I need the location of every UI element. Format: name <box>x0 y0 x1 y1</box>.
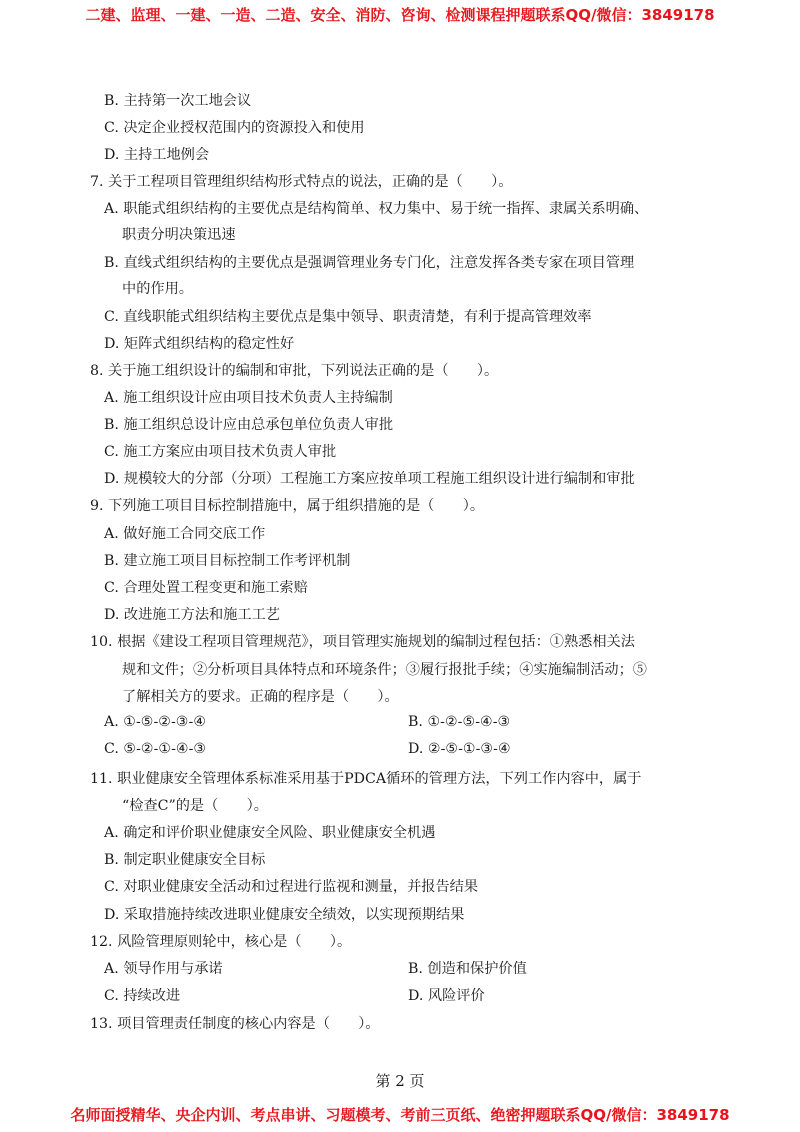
q12-option-a: A. 领导作用与承诺 <box>104 961 223 977</box>
q11-option-c: C. 对职业健康安全活动和过程进行监视和测量，并报告结果 <box>104 879 479 895</box>
q11-stem: 11. 职业健康安全管理体系标准采用基于PDCA循环的管理方法，下列工作内容中，属于 <box>90 771 642 787</box>
page-number: 第 2 页 <box>375 1072 425 1090</box>
q9-option-d: D. 改进施工方法和施工工艺 <box>104 607 280 623</box>
q6-option-b: B. 主持第一次工地会议 <box>104 93 252 109</box>
q12-option-c: C. 持续改进 <box>104 988 181 1004</box>
q8-option-d: D. 规模较大的分部（分项）工程施工方案应按单项工程施工组织设计进行编制和审批 <box>104 471 635 487</box>
q12-stem: 12. 风险管理原则轮中，核心是（ ）。 <box>90 934 352 950</box>
q13-stem: 13. 项目管理责任制度的核心内容是（ ）。 <box>90 1016 380 1032</box>
q11-stem-cont: “检查C”的是（ ）。 <box>122 798 268 814</box>
q7-option-a-cont: 职责分明决策迅速 <box>122 227 236 243</box>
q6-option-d: D. 主持工地例会 <box>104 147 210 163</box>
q11-option-a: A. 确定和评价职业健康安全风险、职业健康安全机遇 <box>104 825 436 841</box>
q9-option-b: B. 建立施工项目目标控制工作考评机制 <box>104 553 351 569</box>
q10-stem: 10. 根据《建设工程项目管理规范》，项目管理实施规划的编制过程包括：①熟悉相关法 <box>90 634 635 650</box>
q9-stem: 9. 下列施工项目目标控制措施中，属于组织措施的是（ ）。 <box>90 498 485 514</box>
q7-option-b-cont: 中的作用。 <box>122 281 193 297</box>
q11-option-b: B. 制定职业健康安全目标 <box>104 852 266 868</box>
q8-option-a: A. 施工组织设计应由项目技术负责人主持编制 <box>104 390 393 406</box>
q8-option-c: C. 施工方案应由项目技术负责人审批 <box>104 444 337 460</box>
q10-option-d: D. ②-⑤-①-③-④ <box>408 741 511 757</box>
q10-option-a: A. ①-⑤-②-③-④ <box>104 714 207 730</box>
bottom-promo-banner: 名师面授精华、央企内训、考点串讲、习题模考、考前三页纸、绝密押题联系QQ/微信：3849178 <box>70 1106 730 1124</box>
q8-stem: 8. 关于施工组织设计的编制和审批，下列说法正确的是（ ）。 <box>90 363 499 379</box>
q7-option-b: B. 直线式组织结构的主要优点是强调管理业务专门化，注意发挥各类专家在项目管理 <box>104 255 635 271</box>
q9-option-a: A. 做好施工合同交底工作 <box>104 526 266 542</box>
q10-option-c: C. ⑤-②-①-④-③ <box>104 741 207 757</box>
q7-option-c: C. 直线职能式组织结构主要优点是集中领导、职责清楚，有利于提高管理效率 <box>104 309 592 325</box>
q10-stem-cont-1: 规和文件；②分析项目具体特点和环境条件；③履行报批手续；④实施编制活动；⑤ <box>122 662 647 678</box>
q11-option-d: D. 采取措施持续改进职业健康安全绩效，以实现预期结果 <box>104 907 465 923</box>
q8-option-b: B. 施工组织总设计应由总承包单位负责人审批 <box>104 417 394 433</box>
q7-stem: 7. 关于工程项目管理组织结构形式特点的说法，正确的是（ ）。 <box>90 174 513 190</box>
q10-option-b: B. ①-②-⑤-④-③ <box>408 714 511 730</box>
q6-option-c: C. 决定企业授权范围内的资源投入和使用 <box>104 120 365 136</box>
q7-option-d: D. 矩阵式组织结构的稳定性好 <box>104 336 295 352</box>
q7-option-a: A. 职能式组织结构的主要优点是结构简单、权力集中、易于统一指挥、隶属关系明确、 <box>104 201 649 217</box>
q9-option-c: C. 合理处置工程变更和施工索赔 <box>104 580 308 596</box>
top-promo-banner: 二建、监理、一建、一造、二造、安全、消防、咨询、检测课程押题联系QQ/微信：3849178 <box>85 6 715 24</box>
q12-option-d: D. 风险评价 <box>408 988 485 1004</box>
q10-stem-cont-2: 了解相关方的要求。正确的程序是（ ）。 <box>122 689 399 705</box>
q12-option-b: B. 创造和保护价值 <box>408 961 527 977</box>
